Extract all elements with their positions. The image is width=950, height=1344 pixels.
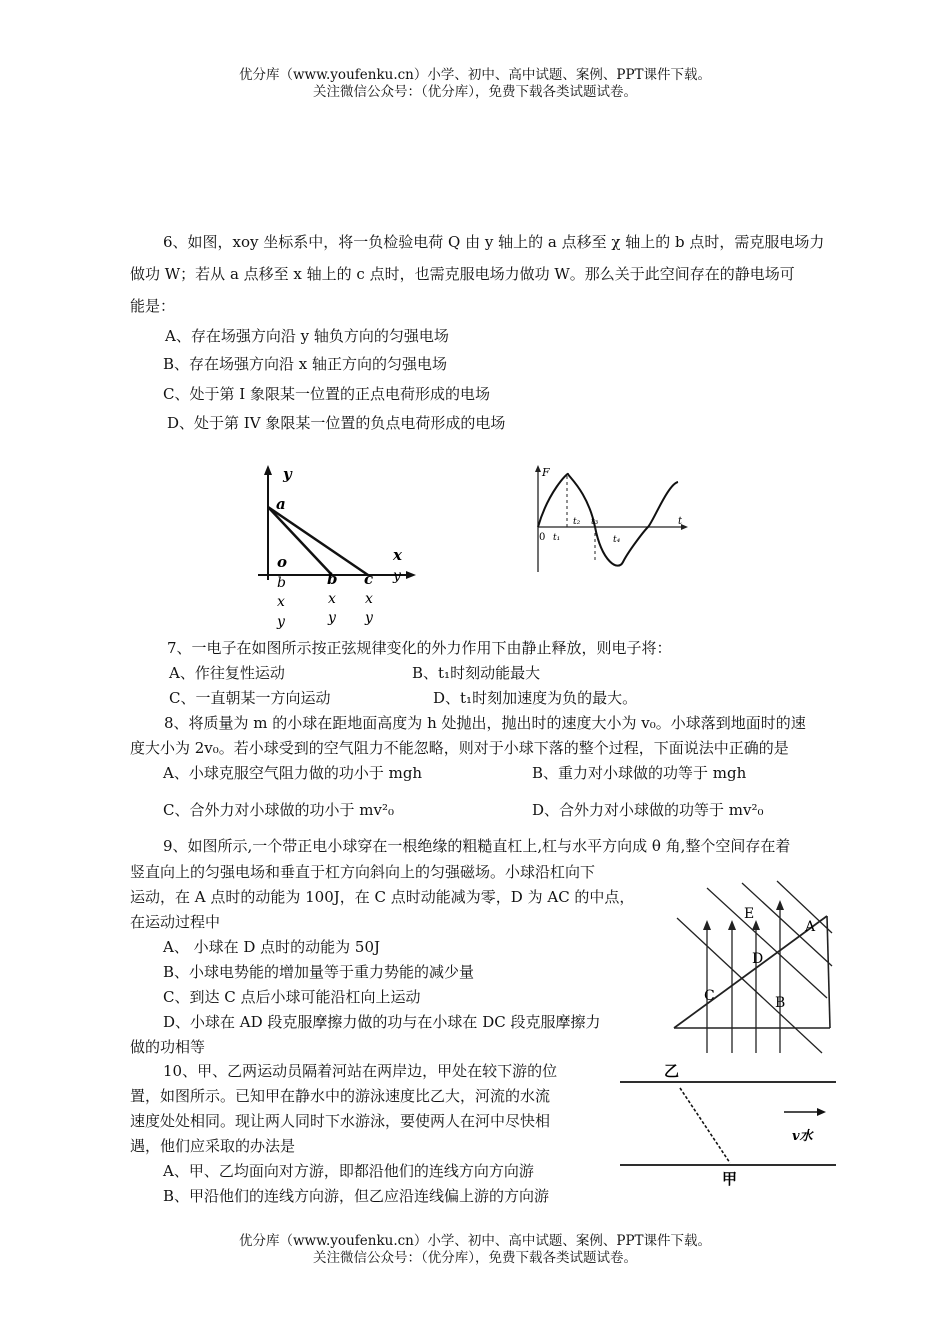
residual-y-1: y: [393, 568, 401, 584]
label-C: C: [704, 988, 715, 1004]
residual-y-2: y: [277, 614, 285, 630]
q9-option-d-line-1: D、小球在 AD 段克服摩擦力做的功与在小球在 DC 段克服摩擦力: [163, 1013, 601, 1031]
label-t4: t₄: [613, 535, 621, 545]
q6-option-a: A、存在场强方向沿 y 轴负方向的匀强电场: [165, 327, 449, 345]
residual-y-3: y: [328, 610, 336, 626]
label-origin: 0: [539, 532, 546, 543]
q9-option-a: A、 小球在 D 点时的动能为 50J: [163, 938, 381, 956]
q9-option-b: B、小球电势能的增加量等于重力势能的减少量: [163, 963, 475, 981]
label-jia: 甲: [722, 1170, 738, 1188]
flow-arrow-head: [817, 1108, 826, 1116]
q10-stem-line-2: 置，如图所示。已知甲在静水中的游泳速度比乙大，河流的水流: [130, 1087, 551, 1105]
label-B: B: [775, 995, 786, 1011]
q7-option-d: D、t₁时刻加速度为负的最大。: [433, 689, 638, 707]
q9-stem-line-2: 竖直向上的匀强电场和垂直于杠方向斜向上的匀强磁场。小球沿杠向下: [130, 863, 596, 881]
q9-option-d-line-2: 做的功相等: [130, 1038, 206, 1056]
footer-line-2: 关注微信公众号：（优分库），免费下载各类试题试卷。: [313, 1250, 637, 1266]
q6-stem-line-2: 做功 W；若从 a 点移至 x 轴上的 c 点时，也需克服电场力做功 W。那么关于此空间存在的静电场可: [130, 265, 795, 283]
label-v-water: v水: [792, 1129, 813, 1144]
residual-x-3: x: [365, 591, 373, 607]
q10-stem-line-3: 速度处处相同。现让两人同时下水游泳，要使两人在河中尽快相: [130, 1112, 551, 1130]
y-axis-arrow: [264, 465, 272, 475]
e-arrow-1: [703, 920, 711, 930]
label-t1: t₁: [553, 533, 561, 543]
q9-stem-line-1: 9、如图所示,一个带正电小球穿在一根绝缘的粗糙直杠上,杠与水平方向成 θ 角,整个空间存在着: [163, 837, 791, 855]
q6-stem-line-3: 能是：: [130, 297, 176, 315]
label-t3: t₃: [591, 517, 599, 527]
q7-option-b: B、t₁时刻动能最大: [412, 664, 541, 682]
label-yi: 乙: [664, 1062, 680, 1080]
residual-x-1: x: [277, 594, 285, 610]
q9-option-c: C、到达 C 点后小球可能沿杠向上运动: [163, 988, 421, 1006]
sine-curve: [538, 474, 678, 566]
label-F: F: [542, 466, 550, 479]
q6-coordinate-figure: [250, 462, 430, 632]
b-line-2: [707, 888, 827, 998]
label-t2: t₂: [573, 517, 581, 527]
q8-option-c: C、合外力对小球做的功小于 mv²₀: [163, 801, 394, 819]
q8-option-a: A、小球克服空气阻力做的功小于 mgh: [163, 764, 423, 782]
label-D: D: [752, 951, 764, 967]
q6-option-d: D、处于第 IV 象限某一位置的负点电荷形成的电场: [167, 414, 506, 432]
label-y: y: [283, 465, 292, 483]
q6-option-c: C、处于第 I 象限某一位置的正点电荷形成的电场: [163, 385, 490, 403]
q10-option-b: B、甲沿他们的连线方向游，但乙应沿连线偏上游的方向游: [163, 1187, 550, 1205]
label-x: x: [393, 546, 402, 564]
label-c: c: [364, 570, 374, 588]
residual-x-2: x: [328, 591, 336, 607]
residual-b: b: [277, 575, 286, 591]
triangle-side: [827, 916, 830, 1028]
q7-stem: 7、一电子在如图所示按正弦规律变化的外力作用下由静止释放，则电子将：: [167, 639, 672, 657]
q7-option-c: C、一直朝某一方向运动: [169, 689, 331, 707]
q10-river-figure: [618, 1060, 840, 1190]
q9-stem-line-3: 运动，在 A 点时的动能为 100J，在 C 点时动能减为零，D 为 AC 的中点，: [130, 888, 635, 906]
q8-option-b: B、重力对小球做的功等于 mgh: [532, 764, 747, 782]
q6-stem-line-1: 6、如图，xoy 坐标系中，将一负检验电荷 Q 由 y 轴上的 a 点移至 χ 轴上的 b 点时，需克服电场力: [163, 233, 825, 251]
q8-stem-line-2: 度大小为 2v₀。若小球受到的空气阻力不能忽略，则对于小球下落的整个过程，下面说法中正确的是: [130, 739, 789, 757]
label-E: E: [744, 906, 755, 922]
label-o: o: [277, 553, 288, 571]
label-A: A: [805, 919, 816, 935]
residual-y-4: y: [365, 610, 373, 626]
label-b: b: [327, 570, 338, 588]
e-arrow-2: [728, 920, 736, 930]
q9-field-figure: [672, 878, 837, 1058]
label-t: t: [678, 516, 683, 527]
q10-stem-line-4: 遇，他们应采取的办法是: [130, 1137, 296, 1155]
t-axis-arrow: [681, 524, 688, 530]
label-a: a: [276, 495, 286, 513]
connecting-line: [680, 1088, 730, 1163]
q7-force-graph: [528, 462, 693, 577]
x-axis-arrow: [406, 571, 416, 579]
q7-option-a: A、作往复性运动: [169, 664, 285, 682]
header-line-2: 关注微信公众号：（优分库），免费下载各类试题试卷。: [313, 84, 637, 100]
q6-option-b: B、存在场强方向沿 x 轴正方向的匀强电场: [163, 355, 448, 373]
b-line-1: [677, 918, 822, 1053]
q8-option-d: D、合外力对小球做的功等于 mv²₀: [532, 801, 764, 819]
e-arrow-4: [776, 900, 784, 910]
q9-stem-line-4: 在运动过程中: [130, 913, 221, 931]
header-line-1: 优分库（www.youfenku.cn）小学、初中、高中试题、案例、PPT课件下载。: [238, 67, 712, 83]
q10-option-a: A、甲、乙均面向对方游，即都沿他们的连线方向方向游: [163, 1162, 534, 1180]
footer-line-1: 优分库（www.youfenku.cn）小学、初中、高中试题、案例、PPT课件下载。: [238, 1233, 712, 1249]
f-axis-arrow: [535, 465, 541, 472]
q10-stem-line-1: 10、甲、乙两运动员隔着河站在两岸边，甲处在较下游的位: [163, 1062, 558, 1080]
q8-stem-line-1: 8、将质量为 m 的小球在距地面高度为 h 处抛出，抛出时的速度大小为 v₀。小球落到地面时的速: [164, 714, 806, 732]
